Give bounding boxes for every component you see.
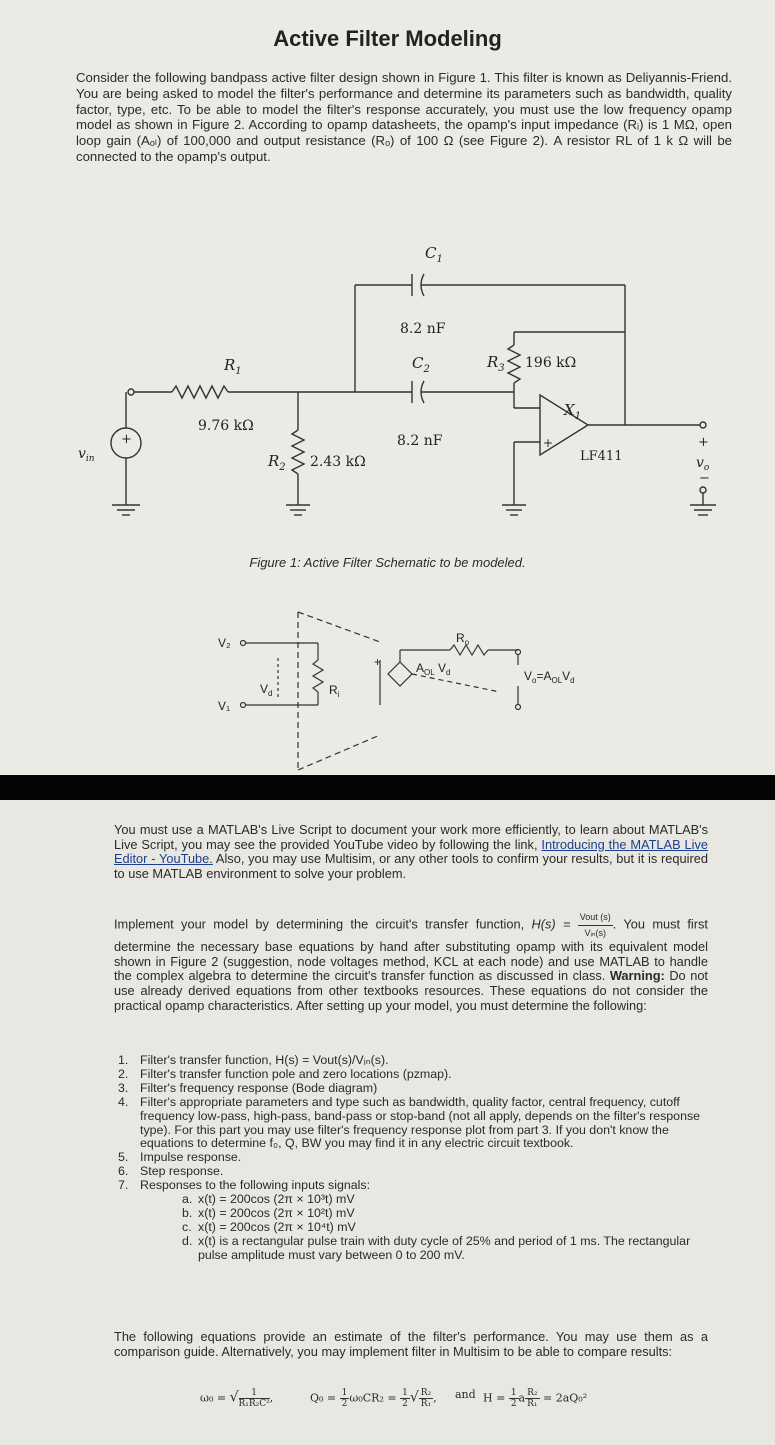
- sub-list-item: d. x(t) is a rectangular pulse train with duty cycle of 25% and period of 1 ms. The rectangular pulse amplitude must vary between 0 to 200 mV.: [182, 1233, 691, 1262]
- c2-value: 8.2 nF: [397, 433, 443, 449]
- resistor-r3: [508, 345, 520, 383]
- sub-list-item: c. x(t) = 200cos (2π × 10⁴t) mV: [182, 1219, 356, 1234]
- ro-label: $R_o$: [456, 631, 470, 647]
- opamp-plus: +: [543, 436, 554, 450]
- vd-label: $V_d$: [260, 682, 273, 698]
- q0-equation: Q₀ = $\frac{1}{2}$ ω₀CR₂ = $\frac{1}{2}$ √ $\frac{\text{R₂}}{\text{R₁}}$ ,: [310, 1388, 437, 1409]
- opamp-label: $X_1$: [564, 401, 582, 422]
- h-equation: H = $\frac{1}{2}$ a $\frac{\text{R₂}}{\text{R₁}}$ = 2aQ₀²: [483, 1388, 588, 1409]
- requirements-list: [118, 1054, 714, 1263]
- r1-value: 9.76 kΩ: [198, 418, 254, 434]
- resistor-r1: [172, 386, 228, 398]
- list-item: 5. Impulse response.: [118, 1150, 242, 1165]
- plus-sign-model: +: [374, 655, 382, 669]
- list-item: 1. Filter's transfer function, H(s) = Vout(s)/Vᵢₙ(s).: [118, 1053, 389, 1067]
- page-title: Active Filter Modeling: [273, 26, 502, 51]
- list-item: 3. Filter's frequency response (Bode diagram): [118, 1080, 378, 1095]
- resistor-ri: [313, 660, 323, 692]
- c1-value: 8.2 nF: [400, 321, 446, 337]
- youtube-link[interactable]: Introducing the MATLAB Live Editor - YouTube.: [114, 836, 708, 867]
- sub-list-item: a. x(t) = 200cos (2π × 10³t) mV: [182, 1192, 355, 1207]
- vin-label: $v_{in}$: [78, 446, 95, 464]
- divider-band: [0, 775, 775, 800]
- intro-paragraph: Consider the following bandpass active filter design shown in Figure 1. This filter is known as Deliyannis-Friend. You are being asked to model the filter's performance and determine its parameters such as bandwidth, quality factor, type, etc. To be able to model the filter's response accurately, you must use the low frequency opamp model as shown in Figure 2. According to opamp datasheets, the opamp's input impedance (Rᵢ) is 1 MΩ, open loop gain (Aₒₗ) of 100,000 and output resistance (Rₒ) of 100 Ω (see Figure 2). A resistor RL of 1 k Ω will be connected to the opamp's output.: [76, 70, 732, 164]
- vin-plus: +: [121, 432, 132, 447]
- transfer-fraction: $\frac{\text{Vout (s)}}{\text{Vᵢₙ(s)}}$: [579, 912, 611, 938]
- resistor-r2: [292, 430, 304, 474]
- dependent-source: [388, 662, 412, 686]
- r3-value: 196 kΩ: [525, 355, 577, 371]
- paragraph-matlab: You must use a MATLAB's Live Script to document your work more efficiently, to learn about MATLAB's Live Script, you may see the provided YouTube video by following the link, Introducing the MATLAB Live Editor - YouTube. Also, you may use Multisim, or any other tools to confirm your results, but it is required to use MATLAB environment to solve your problem.: [114, 822, 708, 881]
- list-item: 2. Filter's transfer function pole and zero locations (pzmap).: [118, 1066, 452, 1081]
- figure2-opamp-model: [241, 612, 521, 770]
- list-item: 7. Responses to the following inputs signals: a. x(t) = 200cos (2π × 10³t) mV b. x(t) = 200cos (2π × 10²t) mV c. x(t) = 200cos (2π × 10⁴t) mV d. x(t) is a rectangular pulse train with duty cycle of 25% and period of 1 ms. The rectangular pulse amplitude must vary between 0 to 200 mV.: [118, 1179, 714, 1262]
- r3-label: $R_3$: [487, 353, 505, 374]
- vo-minus: −: [699, 471, 710, 486]
- c1-label: $C_1$: [425, 244, 443, 265]
- r2-value: 2.43 kΩ: [310, 454, 366, 470]
- v2-label: V₂: [218, 636, 231, 650]
- opamp-part: LF411: [580, 449, 623, 464]
- vo-plus: +: [698, 435, 709, 450]
- list-item: 4. Filter's appropriate parameters and type such as bandwidth, quality factor, central frequency, cutoff frequency low-pass, high-pass, band-pass or stop-band (not all apply, depends on the filter's response type). For this part you may use filter's frequency response plot from part 3. If you don't know the equations to determine f₀, Q, BW you may find it in any electric circuit textbook.: [118, 1094, 701, 1151]
- ri-label: $R_i$: [329, 683, 340, 699]
- sub-list-item: b. x(t) = 200cos (2π × 10²t) mV: [182, 1205, 355, 1220]
- list-item: 6. Step response.: [118, 1164, 224, 1179]
- source-label: $A_{OL}$ $V_d$: [416, 661, 451, 677]
- vo-equation: $V_o=A_{OL}V_d$: [524, 669, 575, 685]
- vo-label: $v_o$: [696, 455, 710, 473]
- figure1-schematic: [111, 274, 716, 515]
- r2-label: $R_2$: [268, 452, 286, 473]
- input-signals-list: [140, 1193, 714, 1263]
- c2-label: $C_2$: [412, 354, 430, 375]
- r1-label: $R_1$: [224, 356, 242, 377]
- paragraph-implement: Implement your model by determining the circuit's transfer function, H(s) = $\frac{\text{Vout (s)}}{\text{Vᵢₙ(s)}}$ . You must first determine the necessary base equations by hand after substituting opamp with its equivalent model shown in Figure 2 (suggestion, node voltages method, KCL at each node) and use MATLAB to handle the complex algebra to determine the circuit's transfer function as discussed in class. Warning: Do not use already derived equations from other textbooks resources. These equations do not consider the practical opamp characteristics. After setting up your model, you must determine the following:: [114, 912, 708, 1013]
- w0-equation: ω₀ = √ $\frac{1}{\text{R₁R₂C²}}$ ,: [200, 1388, 274, 1409]
- v1-label: V₁: [218, 699, 231, 713]
- paragraph-estimate: The following equations provide an estimate of the filter's performance. You may use them as a comparison guide. Alternatively, you may implement filter in Multisim to be able to compare results:: [114, 1329, 708, 1359]
- figure1-caption: Figure 1: Active Filter Schematic to be modeled.: [249, 555, 526, 570]
- and-word: and: [455, 1388, 476, 1401]
